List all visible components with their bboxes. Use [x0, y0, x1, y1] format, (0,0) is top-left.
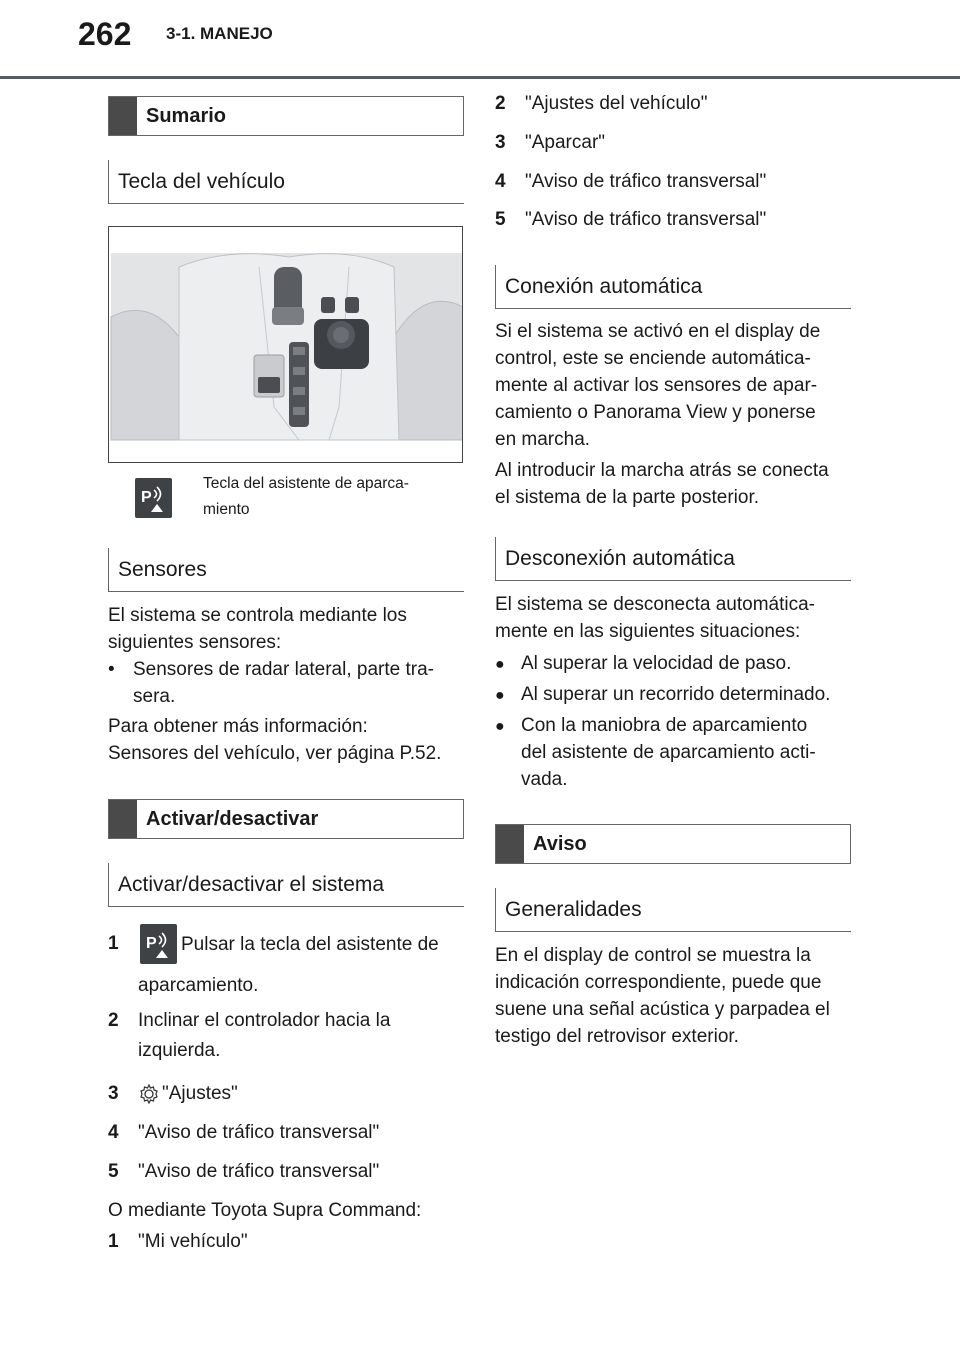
text-line: "Aparcar": [525, 132, 606, 153]
subheading-conexion: Conexión automática: [495, 265, 851, 309]
bullet-dot-icon: ●: [495, 718, 505, 735]
sensores-more-info: [108, 713, 464, 767]
text-line: Al superar la velocidad de paso.: [521, 653, 792, 674]
heading-bar: [496, 825, 524, 863]
text-line: mente en las siguientes situaciones:: [495, 621, 801, 642]
step-5: [108, 1158, 464, 1185]
heading-sumario-text: Sumario: [146, 104, 227, 127]
text-line: sera.: [133, 686, 176, 707]
center-console-illustration: [109, 227, 463, 463]
desconexion-paragraph: [495, 591, 851, 645]
page-number: 262: [78, 16, 132, 52]
step-number: 5: [108, 1161, 119, 1182]
step-2: [108, 1007, 464, 1064]
cmd-step-3: [495, 129, 851, 156]
text-line: En el display de control se muestra la: [495, 945, 811, 966]
bullet-dot-icon: •: [108, 659, 115, 680]
step-number: 1: [108, 1231, 119, 1252]
bullet-dot-icon: ●: [495, 656, 505, 673]
park-assist-key: [135, 478, 172, 518]
conexion-paragraph-2: [495, 457, 851, 511]
step-number: 4: [108, 1122, 119, 1143]
cmd-step-4: [495, 168, 851, 195]
text-line: Sensores de radar lateral, parte tra-: [133, 659, 434, 680]
bullet-item: [495, 650, 851, 678]
text-line: "Ajustes": [162, 1083, 238, 1104]
bullet-item: [495, 712, 851, 793]
header-rule: [0, 76, 960, 79]
text-line: El sistema se desconecta automática-: [495, 594, 815, 615]
heading-activar-text: Activar/desactivar: [146, 807, 319, 830]
step-4: [108, 1119, 464, 1146]
text-line: indicación correspondiente, puede que: [495, 972, 822, 993]
sensores-bullet: [108, 656, 464, 710]
park-assist-key-icon: [140, 924, 177, 964]
subheading-sensores: Sensores: [108, 548, 464, 592]
text-line: Si el sistema se activó en el display de: [495, 321, 821, 342]
text-line: vada.: [521, 769, 568, 790]
text-line: del asistente de aparcamiento acti-: [521, 742, 816, 763]
conexion-paragraph: [495, 318, 851, 453]
text-line: camiento o Panorama View y ponerse: [495, 402, 816, 423]
subheading-activar-sistema: Activar/desactivar el sistema: [108, 863, 464, 907]
command-intro: O mediante Toyota Supra Command:: [108, 1200, 422, 1221]
svg-text:P: P: [146, 935, 157, 952]
cmd-step-2: [495, 90, 851, 117]
heading-aviso-text: Aviso: [533, 832, 587, 855]
subheading-tecla: Tecla del vehículo: [108, 160, 464, 204]
text-line: Al superar un recorrido determinado.: [521, 684, 831, 705]
bullet-dot-icon: ●: [495, 687, 505, 704]
text-line: testigo del retrovisor exterior.: [495, 1026, 739, 1047]
text-line: Al introducir la marcha atrás se conecta: [495, 460, 829, 481]
text-line: "Aviso de tráfico transversal": [138, 1161, 380, 1182]
subheading-generalidades: Generalidades: [495, 888, 851, 932]
step-number: 2: [495, 93, 506, 114]
gear-icon: [138, 1083, 160, 1105]
step-number: 5: [495, 209, 506, 230]
text-line: "Mi vehículo": [138, 1231, 248, 1252]
text-line: en marcha.: [495, 429, 591, 450]
cmd-step-1: [108, 1228, 464, 1255]
step-3: [108, 1080, 464, 1107]
caption-park-key: [203, 471, 453, 523]
generalidades-paragraph: [495, 942, 851, 1050]
step-number: 1: [108, 933, 119, 954]
text-line: Inclinar el controlador hacia la: [138, 1010, 391, 1031]
text-line: Para obtener más información:: [108, 716, 368, 737]
text-line: siguientes sensores:: [108, 632, 282, 653]
console-photo: [108, 226, 463, 463]
text-line: "Aviso de tráfico transversal": [525, 171, 767, 192]
sensores-paragraph: [108, 602, 464, 656]
text-line: el sistema de la parte posterior.: [495, 487, 760, 508]
text-line: "Ajustes del vehículo": [525, 93, 708, 114]
text-line: suene una señal acústica y parpadea el: [495, 999, 830, 1020]
step-number: 3: [108, 1083, 119, 1104]
text-line: mente al activar los sensores de apar-: [495, 375, 818, 396]
step-number: 3: [495, 132, 506, 153]
caption-line-1: Tecla del asistente de aparca-: [203, 475, 409, 492]
caption-line-2: miento: [203, 501, 250, 518]
heading-sumario: [108, 96, 464, 136]
heading-bar: [109, 97, 137, 135]
text-line: El sistema se controla mediante los: [108, 605, 407, 626]
step-number: 2: [108, 1010, 119, 1031]
park-assist-key-icon: [135, 478, 172, 518]
cmd-step-5: [495, 206, 851, 233]
text-line: aparcamiento.: [138, 975, 259, 996]
step-number: 4: [495, 171, 506, 192]
text-line: Sensores del vehículo, ver página P.52.: [108, 743, 442, 764]
text-line: "Aviso de tráfico transversal": [525, 209, 767, 230]
text-line: Pulsar la tecla del asistente de: [181, 933, 439, 955]
subheading-desconexion: Desconexión automática: [495, 537, 851, 581]
step-1: [108, 924, 464, 999]
text-line: control, este se enciende automática-: [495, 348, 811, 369]
section-title: 3-1. MANEJO: [166, 24, 273, 43]
heading-bar: [109, 800, 137, 838]
text-line: Con la maniobra de aparcamiento: [521, 715, 808, 736]
svg-text:P: P: [141, 489, 152, 506]
bullet-item: [495, 681, 851, 709]
text-line: "Aviso de tráfico transversal": [138, 1122, 380, 1143]
text-line: izquierda.: [138, 1040, 221, 1061]
heading-aviso: [495, 824, 851, 864]
heading-activar: [108, 799, 464, 839]
